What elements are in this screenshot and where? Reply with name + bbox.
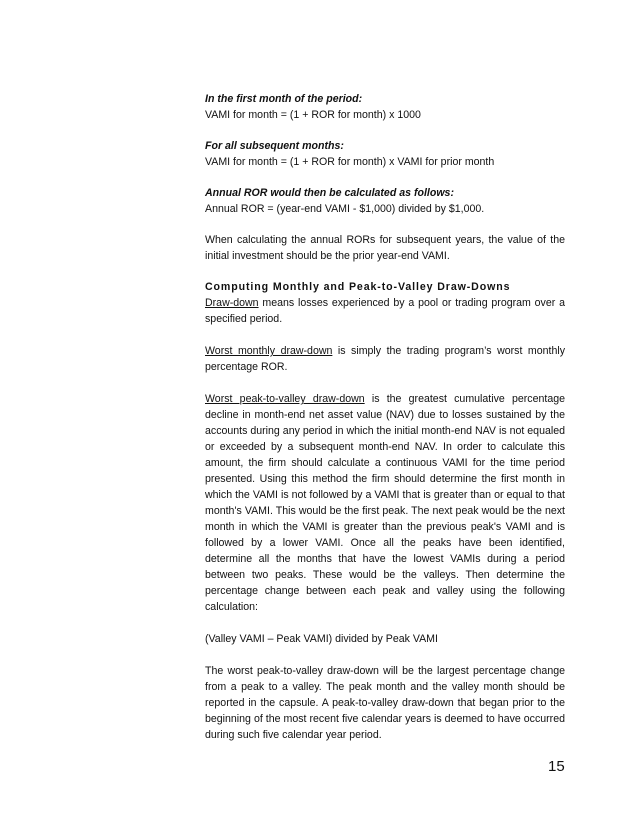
page-number: 15	[548, 758, 565, 775]
worst-peak-to-valley-term: Worst peak-to-valley draw-down	[205, 393, 365, 405]
drawdown-definition-text: means losses experienced by a pool or trading program over a specified period.	[205, 297, 565, 325]
closing-paragraph: The worst peak-to-valley draw-down will be the largest percentage change from a peak to a valley. The peak month and the valley month should be reported in the capsule. A peak-to-valley draw-down that began prior to the beginning of the most recent five calendar years is deemed to have occurred during such five calendar year period.	[205, 665, 565, 741]
peak-to-valley-formula: (Valley VAMI – Peak VAMI) divided by Peak VAMI	[205, 633, 438, 645]
drawdowns-section-title: Computing Monthly and Peak-to-Valley Draw-Downs	[205, 281, 511, 293]
subsequent-months-formula: VAMI for month = (1 + ROR for month) x VAMI for prior month	[205, 156, 495, 168]
worst-monthly-definition-text: is simply the trading program’s worst monthly percentage ROR.	[205, 345, 566, 373]
subsequent-months-heading: For all subsequent months:	[205, 140, 344, 152]
first-month-heading: In the first month of the period:	[205, 93, 363, 105]
worst-peak-to-valley-definition	[205, 391, 565, 615]
first-month-formula: VAMI for month = (1 + ROR for month) x 1000	[205, 109, 421, 121]
worst-monthly-term: Worst monthly draw-down	[205, 345, 333, 357]
annual-ror-formula: Annual ROR = (year-end VAMI - $1,000) divided by $1,000.	[205, 203, 485, 215]
annual-ror-note: When calculating the annual RORs for subsequent years, the value of the initial investment should be the prior year-end VAMI.	[205, 234, 565, 262]
worst-peak-to-valley-definition-text: is the greatest cumulative percentage decline in month-end net asset value (NAV) due to losses sustained by the accounts during any period in which the initial month-end NAV is not equaled or exceeded by a subsequent month-end NAV. In order to calculate this amount, the firm should calculate a continuous VAMI for the time period presented. Using this method the firm should determine the first month in which the VAMI is not followed by a VAMI that is greater than or equal to that month's VAMI. This would be the first peak. The next peak would be the next month in which the VAMI is greater than the previous peak's VAMI and is followed by a lower VAMI. Once all the peaks have been identified, determine all the months that have the lowest VAMIs during a period between two peaks. These would be the valleys. Then determine the percentage change between each peak and valley using the following calculation:	[205, 393, 565, 613]
worst-monthly-definition	[205, 343, 565, 375]
drawdown-term: Draw-down	[205, 297, 259, 309]
document-body	[205, 91, 565, 743]
annual-ror-heading: Annual ROR would then be calculated as follows:	[205, 187, 454, 199]
drawdown-definition	[205, 295, 565, 327]
